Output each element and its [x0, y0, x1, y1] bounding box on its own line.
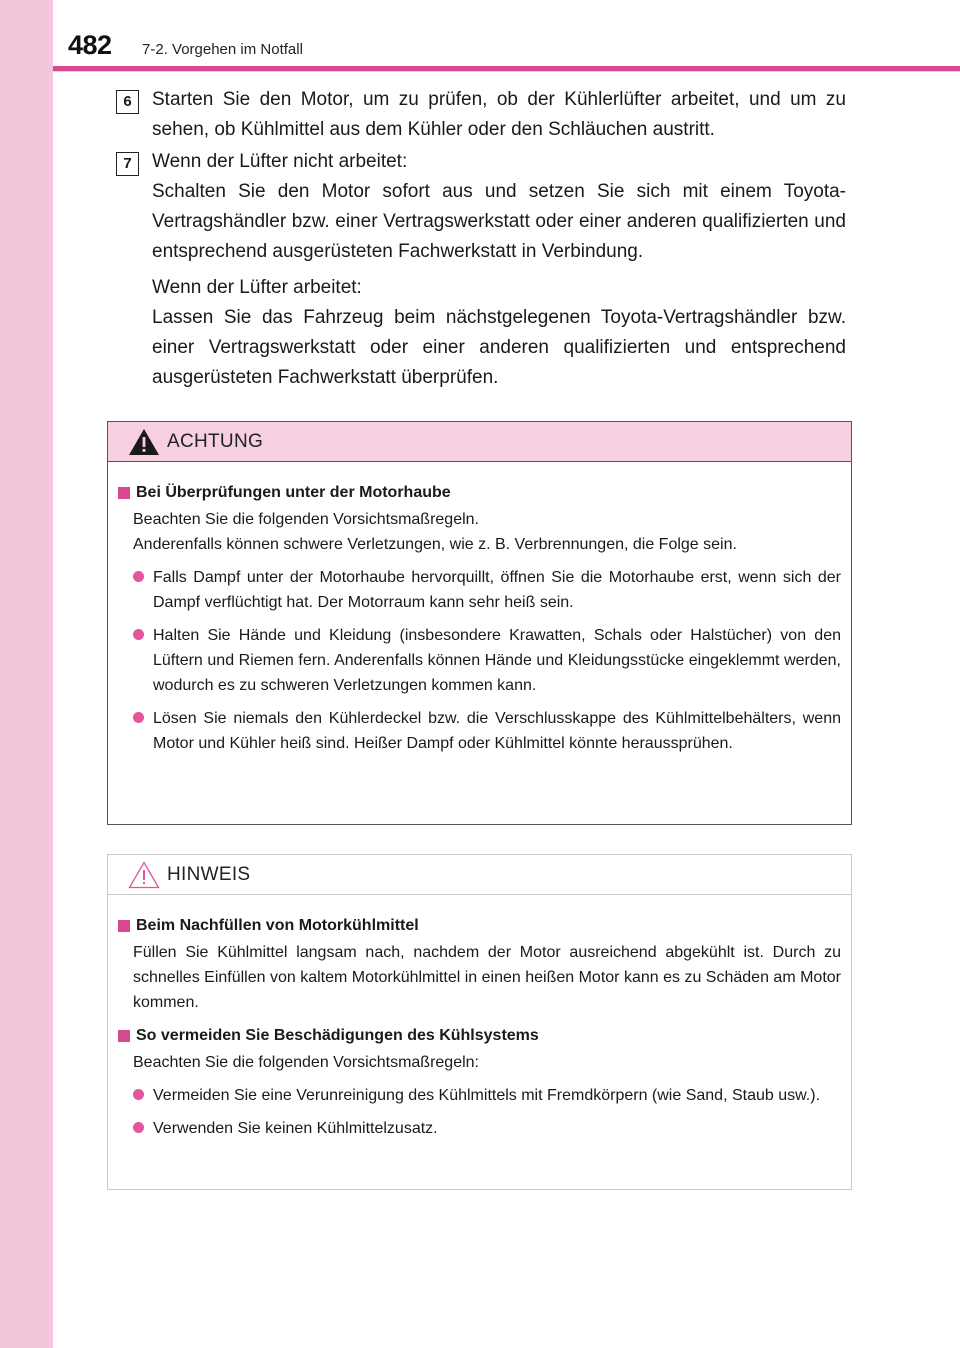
list-item-text: Vermeiden Sie eine Verunreinigung des Kühlmittels mit Fremdkörpern (wie Sand, Staub usw.).	[153, 1087, 821, 1104]
circle-bullet-icon	[133, 712, 144, 723]
list-item-text: Halten Sie Hände und Kleidung (insbesondere Krawatten, Schals oder Halstücher) von den Lüftern und Riemen fern. Anderenfalls können Hände und Kleidungsstücke eingeklemmt werden, wodurch es zu schweren Verletzungen kommen kann.	[153, 627, 841, 694]
note-title: HINWEIS	[167, 864, 251, 885]
note-header	[108, 855, 851, 895]
section-heading	[118, 913, 841, 938]
section-heading-text: So vermeiden Sie Beschädigungen des Kühlsystems	[136, 1027, 539, 1044]
step-number-badge: 6	[116, 90, 139, 114]
note-box	[107, 854, 852, 1190]
step-paragraph: Wenn der Lüfter nicht arbeitet:	[152, 151, 408, 172]
list-item-text: Verwenden Sie keinen Kühlmittelzusatz.	[153, 1120, 438, 1137]
section-text: Anderenfalls können schwere Verletzungen, wie z. B. Verbrennungen, die Folge sein.	[133, 536, 737, 553]
warning-title: ACHTUNG	[167, 431, 264, 452]
section-heading	[118, 1023, 841, 1048]
section-heading-text: Beim Nachfüllen von Motorkühlmittel	[136, 917, 419, 934]
circle-bullet-icon	[133, 571, 144, 582]
section-heading	[118, 480, 841, 505]
section-text: Beachten Sie die folgenden Vorsichtsmaßregeln:	[133, 1054, 479, 1071]
warning-triangle-icon	[128, 428, 160, 456]
list-item	[133, 706, 841, 756]
step-7	[116, 147, 846, 399]
warning-header	[108, 422, 851, 462]
list-item	[133, 1116, 841, 1141]
list-item	[133, 623, 841, 698]
step-6	[116, 85, 846, 151]
list-item	[133, 565, 841, 615]
caution-triangle-outline-icon	[128, 861, 160, 889]
step-paragraph: Starten Sie den Motor, um zu prüfen, ob der Kühlerlüfter arbeitet, und um zu sehen, ob Kühlmittel aus dem Kühler oder den Schläuchen austritt.	[152, 89, 846, 140]
section-text: Füllen Sie Kühlmittel langsam nach, nachdem der Motor ausreichend abgekühlt ist. Durch zu schnelles Einfüllen von kaltem Motorkühlmittel in einen heißen Motor kann es zu Schäden am Motor kommen.	[133, 944, 841, 1011]
circle-bullet-icon	[133, 1089, 144, 1100]
square-bullet-icon	[118, 1030, 130, 1042]
step-paragraph: Schalten Sie den Motor sofort aus und setzen Sie sich mit einem Toyota-Vertragshändler bzw. einer Vertragswerkstatt oder einer anderen qualifizierten und entsprechend ausgerüsteten Fachwerkstatt in Verbindung.	[152, 181, 846, 262]
list-item-text: Falls Dampf unter der Motorhaube hervorquillt, öffnen Sie die Motorhaube erst, wenn sich der Dampf verflüchtigt hat. Der Motorraum kann sehr heiß sein.	[153, 569, 841, 611]
circle-bullet-icon	[133, 1122, 144, 1133]
section-heading-text: Bei Überprüfungen unter der Motorhaube	[136, 484, 451, 501]
circle-bullet-icon	[133, 629, 144, 640]
square-bullet-icon	[118, 920, 130, 932]
page-number: 482	[68, 30, 112, 60]
warning-box	[107, 421, 852, 825]
step-paragraph: Wenn der Lüfter arbeitet:	[152, 277, 362, 298]
header-rule	[53, 66, 960, 71]
list-item-text: Lösen Sie niemals den Kühlerdeckel bzw. die Verschlusskappe des Kühlmittelbehälters, wenn Motor und Kühler heiß sind. Heißer Dampf oder Kühlmittel könnte heraussprühen.	[153, 710, 841, 752]
list-item	[133, 1083, 841, 1108]
section-text: Beachten Sie die folgenden Vorsichtsmaßregeln.	[133, 511, 479, 528]
step-number-badge: 7	[116, 152, 139, 176]
square-bullet-icon	[118, 487, 130, 499]
step-paragraph: Lassen Sie das Fahrzeug beim nächstgelegenen Toyota-Vertragshändler bzw. einer Vertragswerkstatt oder einer anderen qualifizierten und entsprechend ausgerüsteten Fachwerkstatt überprüfen.	[152, 307, 846, 388]
side-strip	[0, 0, 53, 1348]
section-title: 7-2. Vorgehen im Notfall	[142, 41, 303, 58]
